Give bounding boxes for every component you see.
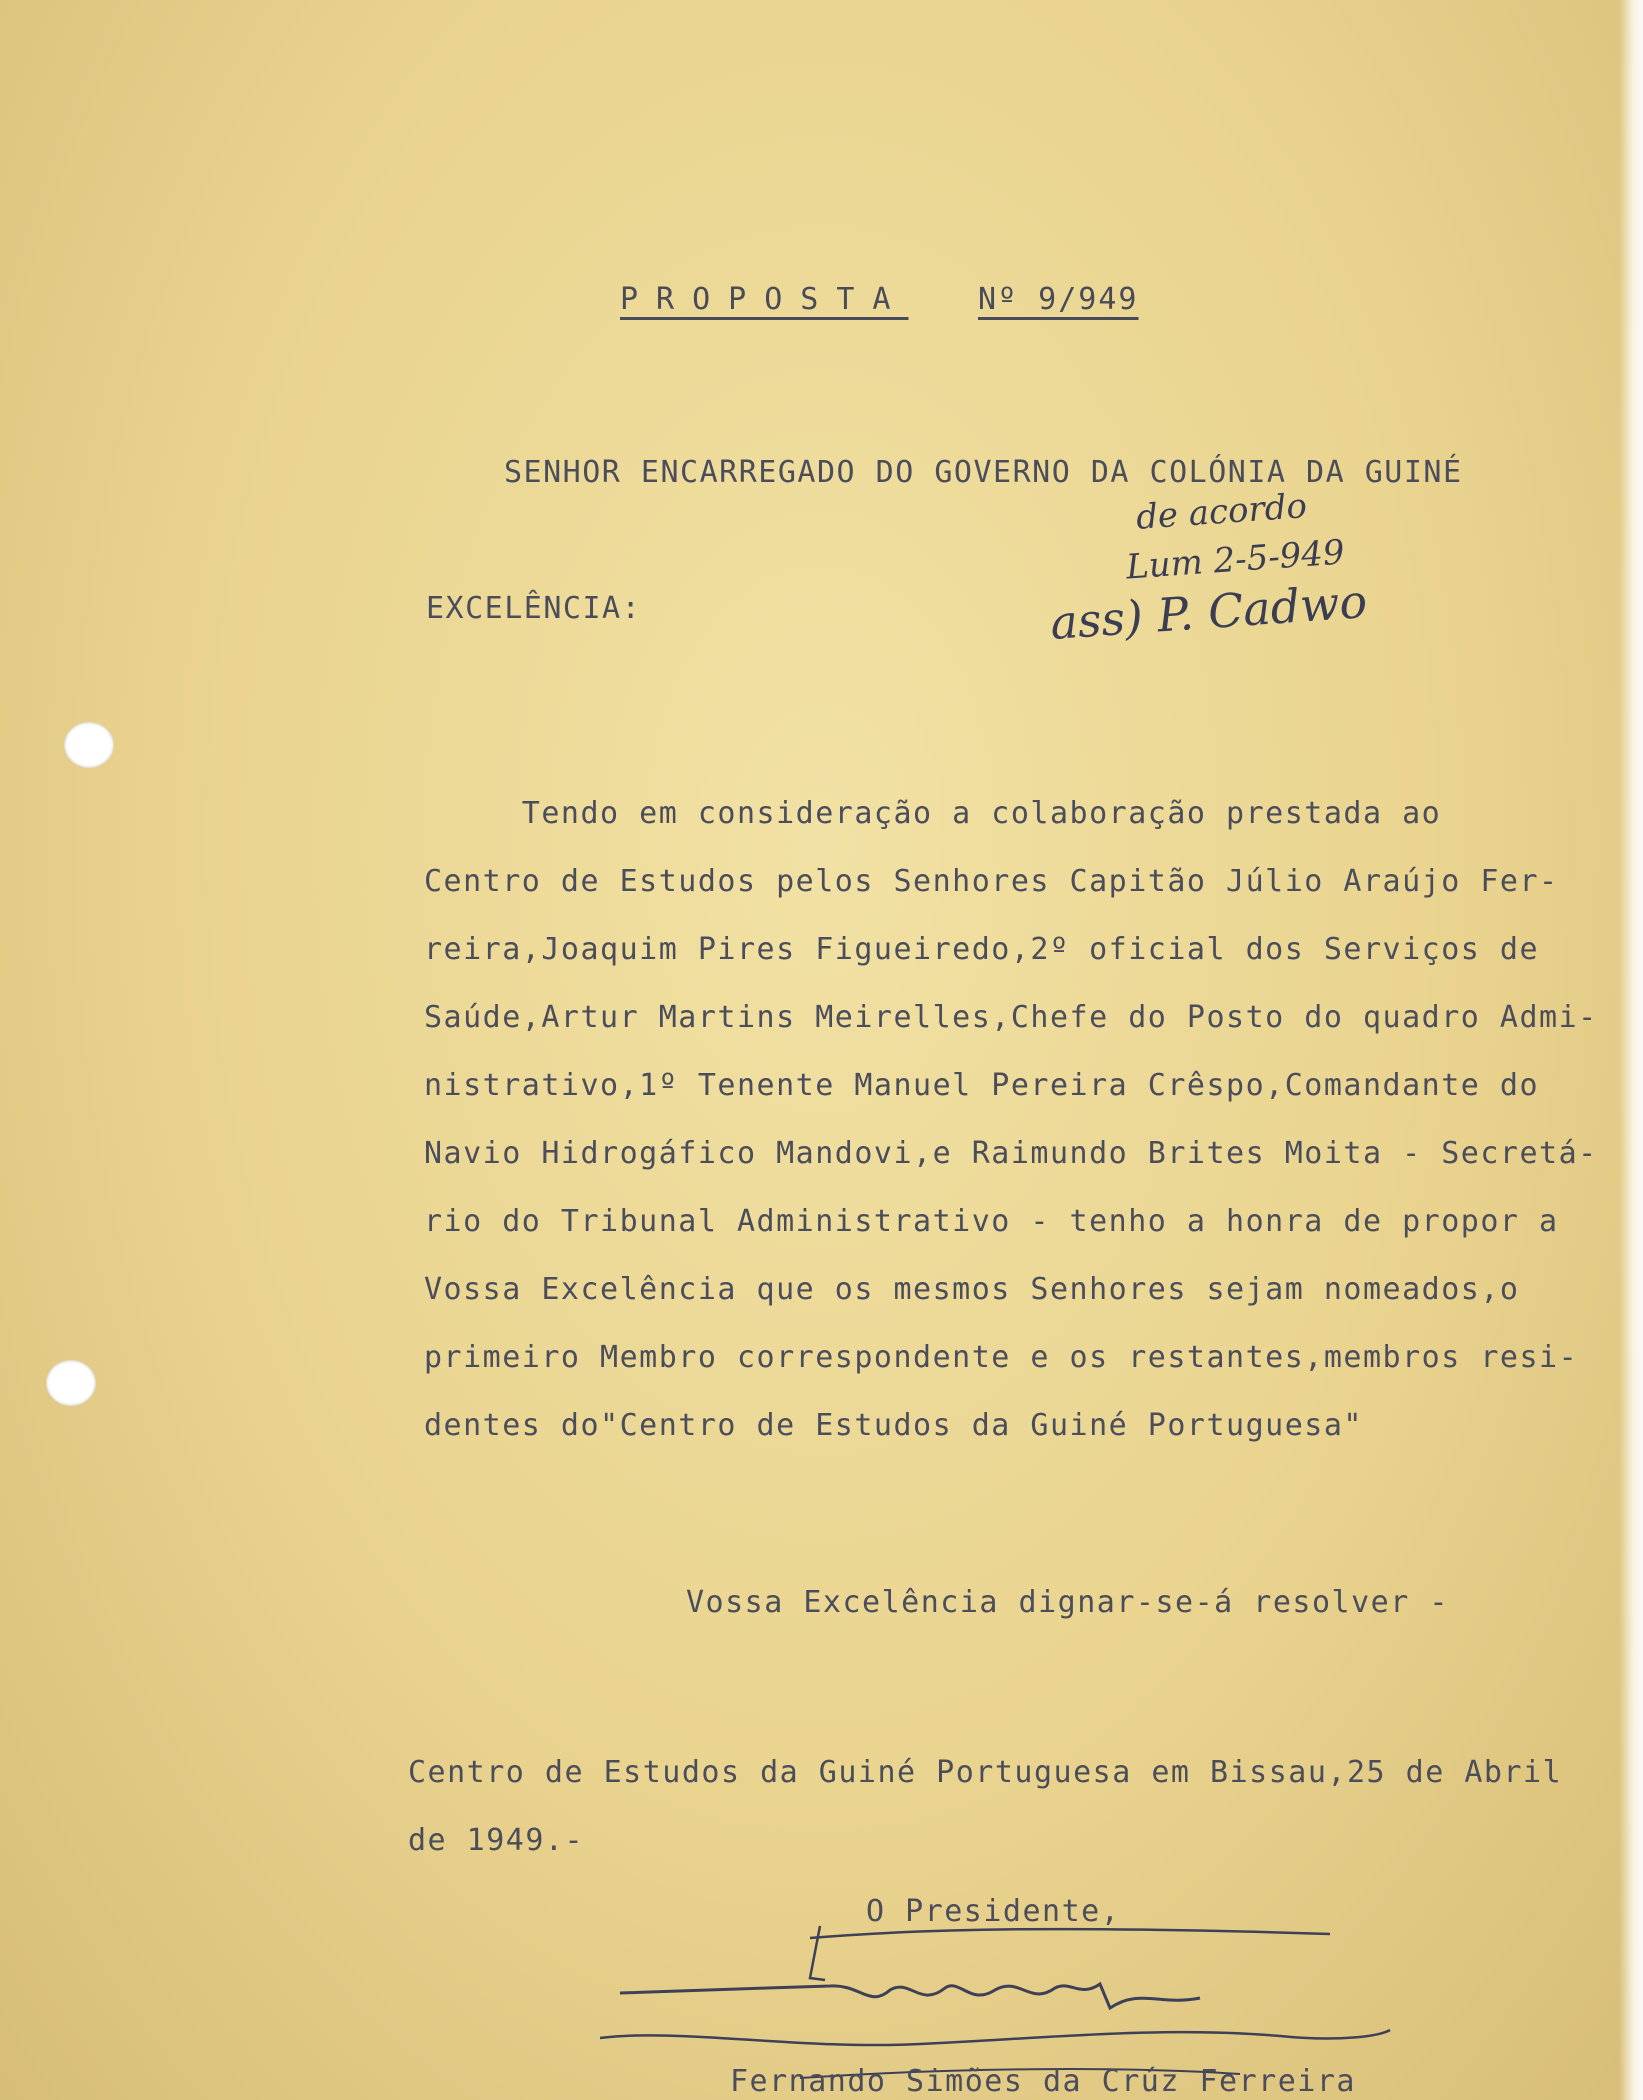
body-line: Saúde,Artur Martins Meirelles,Chefe do Posto do quadro Admi-: [424, 1000, 1598, 1035]
body-line: Tendo em consideração a colaboração prestada ao: [424, 796, 1442, 831]
signatory-name: Fernando Simões da Crúz Ferreira: [730, 2064, 1356, 2099]
body-line: primeiro Membro correspondente e os restantes,membros resi-: [424, 1340, 1579, 1375]
salutation: EXCELÊNCIA:: [426, 591, 642, 626]
body-line: rio do Tribunal Administrativo - tenho a honra de propor a: [424, 1204, 1559, 1239]
document-title: PROPOSTA: [620, 282, 909, 317]
body-line: dentes do"Centro de Estudos da Guiné Portuguesa": [424, 1408, 1363, 1443]
place-date-line: Centro de Estudos da Guiné Portuguesa em Bissau,25 de Abril: [408, 1755, 1563, 1790]
closing-formula: Vossa Excelência dignar-se-á resolver -: [686, 1585, 1449, 1620]
punch-hole: [46, 1360, 96, 1406]
body-line: Navio Hidrogáfico Mandovi,e Raimundo Brites Moita - Secretá-: [424, 1136, 1598, 1171]
signatory-title: O Presidente,: [866, 1894, 1121, 1929]
body-line: Centro de Estudos pelos Senhores Capitão Júlio Araújo Fer-: [424, 864, 1559, 899]
handwritten-approval-date: Lum 2-5-949: [1124, 532, 1346, 588]
page-edge: [1619, 0, 1643, 2100]
body-line: reira,Joaquim Pires Figueiredo,2º oficial dos Serviços de: [424, 932, 1540, 967]
body-line: Vossa Excelência que os mesmos Senhores sejam nomeados,o: [424, 1272, 1520, 1307]
place-date-line: de 1949.-: [408, 1823, 585, 1858]
proposal-number: Nº 9/949: [978, 282, 1139, 317]
handwritten-approval-signature: ass) P. Cadwo: [1048, 574, 1369, 650]
body-line: nistrativo,1º Tenente Manuel Pereira Crêspo,Comandante do: [424, 1068, 1540, 1103]
punch-hole: [64, 722, 114, 768]
handwritten-approval-line-1: de acordo: [1134, 486, 1309, 538]
addressee-line: SENHOR ENCARREGADO DO GOVERNO DA COLÓNIA DA GUINÉ: [504, 455, 1463, 490]
